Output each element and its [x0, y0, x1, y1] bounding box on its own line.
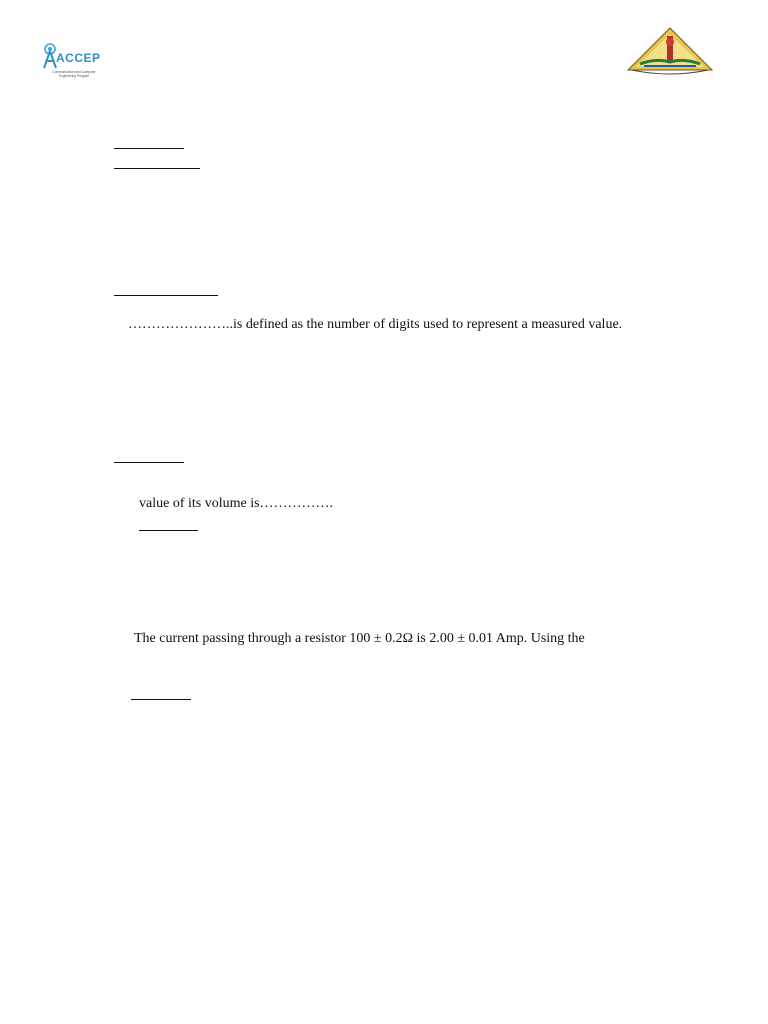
- answer-underline-1: [139, 530, 198, 531]
- answer-underline-2: [131, 699, 191, 700]
- section-heading-underline-2: [114, 168, 200, 169]
- accep-tagline: Communication and Computer Engineering Program: [52, 70, 96, 78]
- university-emblem-icon: [626, 26, 714, 76]
- section-heading-underline-1: [114, 148, 184, 149]
- accep-logo: [40, 42, 106, 82]
- section-heading-underline-4: [114, 462, 184, 463]
- section-heading-underline-3: [114, 295, 218, 296]
- volume-line: value of its volume is…………….: [139, 496, 334, 511]
- university-emblem: [626, 26, 714, 76]
- definition-line: …………………..is defined as the number of digits used to represent a measured value.: [128, 317, 623, 332]
- current-line: The current passing through a resistor 100 ± 0.2Ω is 2.00 ± 0.01 Amp. Using the: [134, 631, 585, 646]
- accep-brand-text: ACCEP: [56, 51, 101, 65]
